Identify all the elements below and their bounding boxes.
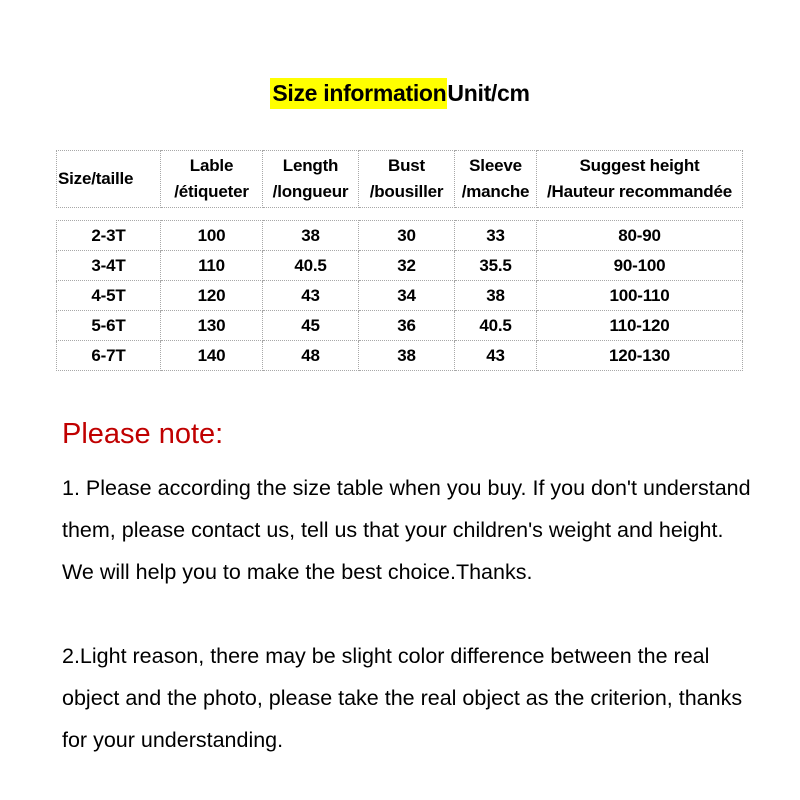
cell-label: 140 [161, 341, 263, 371]
cell-label: 100 [161, 221, 263, 251]
header-sleeve: Sleeve /manche [455, 151, 537, 208]
cell-size: 6-7T [57, 341, 161, 371]
cell-size: 4-5T [57, 281, 161, 311]
cell-size: 5-6T [57, 311, 161, 341]
page-title [0, 80, 800, 107]
cell-sleeve: 43 [455, 341, 537, 371]
cell-bust: 36 [359, 311, 455, 341]
cell-bust: 34 [359, 281, 455, 311]
cell-length: 40.5 [263, 251, 359, 281]
header-row [57, 151, 743, 208]
cell-bust: 38 [359, 341, 455, 371]
table-row [57, 251, 743, 281]
size-table-header [56, 150, 743, 208]
cell-label: 130 [161, 311, 263, 341]
header-length: Length /longueur [263, 151, 359, 208]
cell-bust: 30 [359, 221, 455, 251]
cell-height: 120-130 [537, 341, 743, 371]
cell-sleeve: 40.5 [455, 311, 537, 341]
cell-sleeve: 38 [455, 281, 537, 311]
note-title: Please note: [62, 418, 224, 450]
cell-label: 120 [161, 281, 263, 311]
cell-size: 2-3T [57, 221, 161, 251]
cell-height: 110-120 [537, 311, 743, 341]
title-unit: Unit/cm [447, 80, 530, 106]
cell-height: 100-110 [537, 281, 743, 311]
header-bust: Bust /bousiller [359, 151, 455, 208]
cell-height: 80-90 [537, 221, 743, 251]
cell-length: 45 [263, 311, 359, 341]
cell-length: 48 [263, 341, 359, 371]
table-row [57, 281, 743, 311]
cell-height: 90-100 [537, 251, 743, 281]
cell-length: 38 [263, 221, 359, 251]
note-item-2: 2.Light reason, there may be slight color difference between the real object and the photo, please take the real object as the criterion, thanks for your understanding. [62, 644, 743, 752]
cell-length: 43 [263, 281, 359, 311]
note-item-1: 1. Please according the size table when you buy. If you don't understand them, please contact us, tell us that your children's weight and height. We will help you to make the best choice.Thanks. [62, 476, 751, 584]
header-label: Lable /étiqueter [161, 151, 263, 208]
cell-sleeve: 33 [455, 221, 537, 251]
cell-sleeve: 35.5 [455, 251, 537, 281]
cell-label: 110 [161, 251, 263, 281]
table-row [57, 341, 743, 371]
table-row [57, 221, 743, 251]
title-highlight: Size information [270, 78, 447, 109]
table-row [57, 311, 743, 341]
cell-bust: 32 [359, 251, 455, 281]
header-size: Size/taille [57, 151, 161, 208]
size-table-body [56, 220, 743, 371]
cell-size: 3-4T [57, 251, 161, 281]
header-height: Suggest height /Hauteur recommandée [537, 151, 743, 208]
